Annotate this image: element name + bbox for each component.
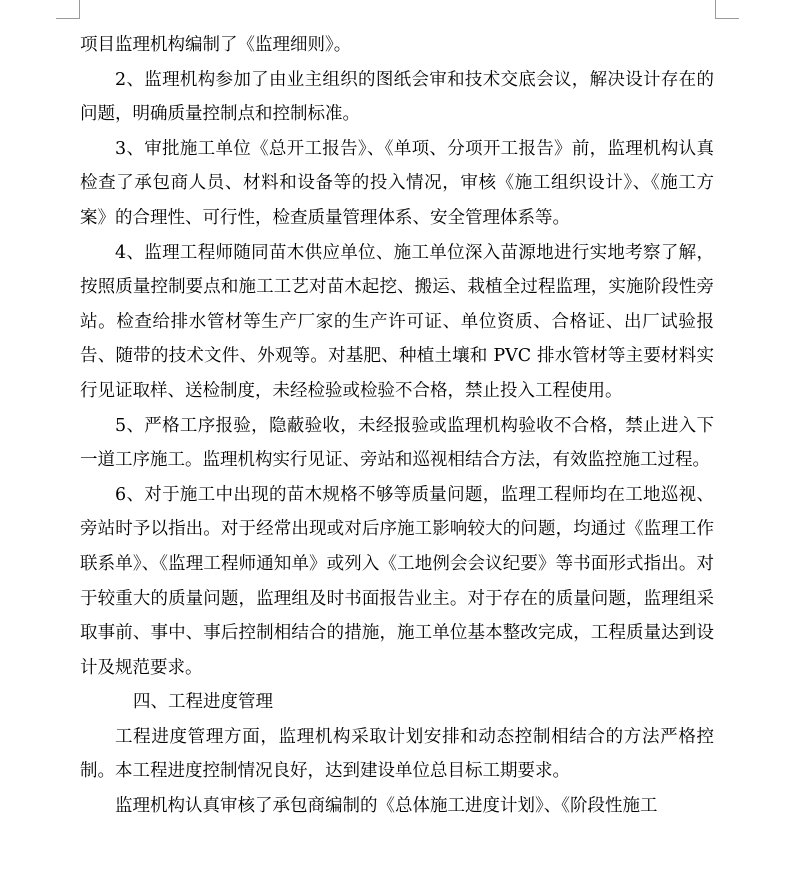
margin-mark-top-right-vertical xyxy=(715,0,716,19)
paragraph-item-3: 3、审批施工单位《总开工报告》、《单项、分项开工报告》前，监理机构认真检查了承包商人员、材料和设备等的投入情况，审核《施工组织设计》、《施工方案》的合理性、可行性，检查质量管理体系、安全管理体系等。 xyxy=(80,138,714,228)
paragraph-continuation: 项目监理机构编制了《监理细则》。 xyxy=(80,35,352,55)
paragraph-schedule-review: 监理机构认真审核了承包商编制的《总体施工进度计划》、《阶段性施工 xyxy=(115,796,658,817)
paragraph-item-5: 5、严格工序报验，隐蔽验收，未经报验或监理机构验收不合格，禁止进入下一道工序施工。监理机构实行见证、旁站和巡视相结合方法，有效监控施工过程。 xyxy=(80,415,714,471)
margin-mark-top-left-horizontal xyxy=(56,18,80,19)
paragraph-item-2: 2、监理机构参加了由业主组织的图纸会审和技术交底会议，解决设计存在的问题，明确质量控制点和控制标准。 xyxy=(80,69,714,125)
section-heading-schedule: 四、工程进度管理 xyxy=(133,692,273,713)
document-body xyxy=(80,28,714,824)
paragraph-item-6: 6、对于施工中出现的苗木规格不够等质量问题，监理工程师均在工地巡视、旁站时予以指出。对于经常出现或对后序施工影响较大的问题，均通过《监理工作联系单》、《监理工程师通知单》或列入《工地例会会议纪要》等书面形式指出。对于较重大的质量问题，监理组及时书面报告业主。对于存在的质量问题，监理组采取事前、事中、事后控制相结合的措施，施工单位基本整改完成，工程质量达到设计及规范要求。 xyxy=(80,484,714,678)
margin-mark-top-left-vertical xyxy=(79,0,80,19)
paragraph-schedule-overview: 工程进度管理方面，监理机构采取计划安排和动态控制相结合的方法严格控制。本工程进度控制情况良好，达到建设单位总目标工期要求。 xyxy=(80,726,714,782)
paragraph-item-4: 4、监理工程师随同苗木供应单位、施工单位深入苗源地进行实地考察了解，按照质量控制要点和施工工艺对苗木起挖、搬运、栽植全过程监理，实施阶段性旁站。检查给排水管材等生产厂家的生产许可证、单位资质、合格证、出厂试验报告、随带的技术文件、外观等。对基肥、种植土壤和 PVC 排水管材等主要材料实行见证取样、送检制度，未经检验或检验不合格，禁止投入工程使用。 xyxy=(80,242,714,401)
margin-mark-top-right-horizontal xyxy=(715,18,739,19)
